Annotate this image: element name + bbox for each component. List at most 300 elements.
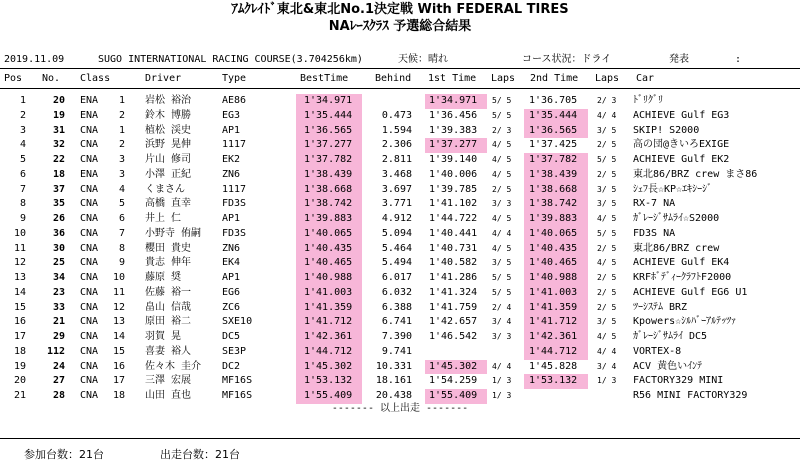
cell-best-time: 1'44.712 [296, 345, 362, 360]
cell-car-number: 31 [52, 124, 65, 136]
cell-car: ﾂｰｼｽﾃﾑ BRZ [633, 301, 688, 313]
header-rule-top [0, 68, 800, 69]
cell-car: RX-7 NA [633, 198, 676, 210]
cell-first-time: 1'41.286 [429, 272, 478, 283]
cell-behind: 3.771 [381, 198, 412, 210]
cell-car: FD3S NA [633, 227, 676, 239]
event-title: ｱﾑｸﾚｲﾄﾞ東北&東北No.1決定戦 With FEDERAL TIRES [231, 2, 569, 17]
cell-first-time: 1'40.441 [429, 227, 478, 239]
cell-driver: 岩松 裕治 [145, 95, 192, 106]
cell-car-number: 20 [52, 95, 65, 106]
header-class: Class [80, 73, 111, 84]
cell-car: ACV 黄色いｲﾝﾃ [633, 360, 703, 372]
cell-pos: 18 [13, 345, 26, 357]
cell-car: ｶﾞﾚｰｼﾞｻﾑﾗｲ☆S2000 [633, 213, 720, 224]
cell-driver: くまさん [145, 183, 185, 195]
cell-second-time: 1'37.425 [529, 139, 578, 151]
cell-first-time: 1'41.324 [429, 286, 478, 298]
cell-driver: 羽賀 晃 [145, 331, 182, 342]
cell-class: ENA [80, 109, 99, 121]
cell-class: CNA [80, 213, 99, 224]
cell-class-position: 5 [118, 198, 125, 210]
cell-driver: 小澤 正紀 [145, 168, 192, 180]
cell-type: AP1 [222, 272, 241, 283]
cell-first-time: 1'40.731 [429, 242, 478, 254]
cell-second-laps: 4/ 5 [597, 258, 617, 268]
cell-pos: 15 [13, 301, 26, 313]
table-row [0, 315, 800, 330]
cell-second-laps: 2/ 5 [597, 302, 617, 312]
cell-first-time: 1'46.542 [429, 331, 478, 342]
cell-driver: 櫻田 貴史 [145, 242, 192, 254]
cell-first-time: 1'45.302 [425, 360, 487, 375]
table-row [0, 138, 800, 153]
cell-car: ACHIEVE Gulf EK4 [633, 257, 730, 269]
header-behind: Behind [375, 73, 412, 84]
cell-second-laps: 3/ 5 [597, 184, 617, 194]
cell-car-number: 33 [52, 301, 65, 313]
cell-pos: 21 [13, 390, 26, 401]
cell-second-laps: 2/ 5 [597, 140, 617, 150]
cell-behind: 0.473 [381, 109, 412, 121]
cell-behind: 4.912 [381, 213, 412, 224]
entries-count: 参加台数：21台 [24, 448, 104, 461]
cell-class: ENA [80, 168, 99, 180]
cell-best-time: 1'53.132 [296, 374, 362, 389]
cell-driver: 井上 仁 [145, 213, 182, 224]
cell-best-time: 1'36.565 [296, 124, 362, 139]
cell-car-number: 32 [52, 139, 65, 151]
table-row [0, 374, 800, 389]
cell-car: ｶﾞﾚｰｼﾞｻﾑﾗｲ DC5 [633, 331, 708, 342]
cell-type: DC5 [222, 331, 241, 342]
cell-pos: 3 [19, 124, 26, 136]
cell-car-number: 24 [52, 360, 65, 372]
cell-car: R56 MINI FACTORY329 [633, 390, 748, 401]
table-row [0, 301, 800, 316]
table-row [0, 256, 800, 271]
cell-car: ACHIEVE Gulf EG6 U1 [633, 286, 748, 298]
cell-first-laps: 4/ 4 [492, 361, 512, 371]
cell-second-time: 1'41.712 [524, 315, 588, 330]
cell-car-number: 34 [52, 272, 65, 283]
cell-second-laps: 3/ 5 [597, 125, 617, 135]
weather: 天候：晴れ [398, 54, 448, 65]
header-no: No. [42, 73, 61, 84]
cell-second-laps: 2/ 5 [597, 287, 617, 297]
cell-car: ACHIEVE Gulf EG3 [633, 109, 730, 121]
cell-class: CNA [80, 272, 99, 283]
cell-driver: 植松 渓史 [145, 124, 192, 136]
cell-best-time: 1'39.883 [296, 212, 362, 227]
cell-second-laps: 4/ 4 [597, 110, 617, 120]
cell-class-position: 10 [113, 272, 126, 283]
table-row [0, 360, 800, 375]
cell-class: CNA [80, 316, 99, 328]
cell-behind: 2.811 [381, 154, 412, 165]
cell-class-position: 18 [113, 390, 126, 401]
header-laps-2: Laps [595, 73, 620, 84]
cell-class-position: 3 [118, 168, 125, 180]
results-table [0, 94, 800, 404]
cell-pos: 5 [19, 154, 26, 165]
cell-first-laps: 3/ 4 [492, 317, 512, 327]
cell-best-time: 1'40.988 [296, 271, 362, 286]
cell-type: DC2 [222, 360, 241, 372]
cell-car-number: 23 [52, 286, 65, 298]
cell-class: CNA [80, 390, 99, 401]
cell-behind: 6.032 [381, 286, 412, 298]
cell-best-time: 1'41.003 [296, 286, 362, 301]
cell-car-number: 28 [52, 390, 65, 401]
table-row [0, 183, 800, 198]
cell-car: SKIP! S2000 [633, 124, 700, 136]
cell-pos: 2 [19, 109, 26, 121]
cell-pos: 12 [13, 257, 26, 269]
cell-first-time: 1'54.259 [429, 375, 478, 387]
cell-first-time: 1'41.102 [429, 198, 478, 210]
cell-car-number: 27 [52, 375, 65, 387]
cell-first-time: 1'39.383 [429, 124, 478, 136]
table-row [0, 227, 800, 242]
cell-first-time: 1'41.759 [429, 301, 478, 313]
cell-best-time: 1'37.277 [296, 138, 362, 153]
cell-first-laps: 2/ 5 [492, 184, 512, 194]
cell-car-number: 35 [52, 198, 65, 210]
cell-type: ZC6 [222, 301, 241, 313]
cell-second-laps: 2/ 5 [597, 273, 617, 282]
cell-pos: 1 [19, 95, 26, 106]
cell-second-laps: 2/ 5 [597, 169, 617, 179]
cell-second-time: 1'41.359 [524, 301, 588, 316]
cell-first-laps: 5/ 5 [492, 96, 512, 105]
table-header [0, 72, 800, 86]
cell-driver: 浜野 晃伸 [145, 139, 192, 151]
cell-class-position: 1 [118, 95, 125, 106]
cell-driver: 三澤 宏展 [145, 375, 192, 387]
cell-behind: 6.741 [381, 316, 412, 328]
cell-type: MF16S [222, 390, 253, 401]
cell-behind: 1.594 [381, 124, 412, 136]
cell-class-position: 14 [113, 331, 126, 342]
table-row [0, 286, 800, 301]
cell-best-time: 1'55.409 [296, 389, 362, 404]
cell-type: SE3P [222, 345, 247, 357]
header-second-time: 2nd Time [530, 73, 579, 84]
cell-second-laps: 4/ 4 [597, 346, 617, 356]
cell-class: CNA [80, 227, 99, 239]
cell-car-number: 25 [52, 257, 65, 269]
cell-behind: 9.741 [381, 345, 412, 357]
cell-second-laps: 5/ 5 [597, 228, 617, 238]
cell-car-number: 29 [52, 331, 65, 342]
cell-second-time: 1'53.132 [524, 374, 588, 389]
cell-class-position: 11 [113, 286, 126, 298]
cell-second-time: 1'39.883 [524, 212, 588, 227]
cell-pos: 17 [13, 331, 26, 342]
cell-driver: 高橋 直幸 [145, 198, 192, 210]
info-line [0, 53, 800, 67]
cell-first-laps: 4/ 5 [492, 155, 512, 164]
cell-first-time: 1'39.785 [429, 183, 478, 195]
cell-pos: 20 [13, 375, 26, 387]
cell-type: AP1 [222, 124, 241, 136]
cell-pos: 8 [19, 198, 26, 210]
track-condition: コース状況：ドライ [522, 54, 612, 65]
cell-second-time: 1'38.742 [524, 197, 588, 212]
cell-class-position: 6 [118, 213, 125, 224]
starters-count: 出走台数：21台 [160, 448, 240, 461]
table-row [0, 271, 800, 286]
cell-class-position: 3 [118, 154, 125, 165]
cell-class-position: 12 [113, 301, 126, 313]
cell-best-time: 1'38.439 [296, 168, 362, 183]
cell-behind: 10.331 [375, 360, 412, 372]
cell-first-laps: 3/ 3 [492, 332, 512, 341]
cell-car: ACHIEVE Gulf EK2 [633, 154, 730, 165]
header-first-time: 1st Time [428, 73, 477, 84]
cell-driver: 畠山 信哉 [145, 301, 192, 313]
cell-type: ZN6 [222, 242, 241, 254]
cell-second-time: 1'40.988 [524, 271, 588, 286]
cell-first-laps: 3/ 3 [492, 199, 512, 209]
cell-type: 1117 [222, 139, 247, 151]
cell-type: EK2 [222, 154, 241, 165]
cell-best-time: 1'45.302 [296, 360, 362, 375]
cell-behind: 3.697 [381, 183, 412, 195]
cell-class: CNA [80, 286, 99, 298]
cell-second-laps: 2/ 3 [597, 96, 617, 105]
cell-pos: 19 [13, 360, 26, 372]
table-row [0, 109, 800, 124]
cell-pos: 4 [19, 139, 26, 151]
cell-first-time: 1'37.277 [425, 138, 487, 153]
cell-class: CNA [80, 375, 99, 387]
cell-first-laps: 4/ 4 [492, 228, 512, 238]
cell-pos: 9 [19, 213, 26, 224]
cell-first-time: 1'44.722 [429, 213, 478, 224]
cell-second-time: 1'40.435 [524, 242, 588, 257]
cell-car-number: 30 [52, 242, 65, 254]
cell-second-laps: 1/ 3 [597, 376, 617, 386]
cell-first-laps: 4/ 5 [492, 214, 512, 223]
cell-class: CNA [80, 257, 99, 269]
cell-second-time: 1'35.444 [524, 109, 588, 124]
cell-second-laps: 3/ 4 [597, 361, 617, 371]
end-note: ------- 以上出走 ------- [331, 403, 469, 414]
cell-class-position: 2 [118, 139, 125, 151]
cell-class: CNA [80, 139, 99, 151]
cell-best-time: 1'35.444 [296, 109, 362, 124]
cell-type: EK4 [222, 257, 241, 269]
cell-car-number: 37 [52, 183, 65, 195]
cell-class-position: 17 [113, 375, 126, 387]
cell-class-position: 13 [113, 316, 126, 328]
header-pos: Pos [4, 73, 23, 84]
cell-car: ｼｪﾌ長☆KP☆ｴｷｼｰｼﾞ [633, 183, 713, 195]
cell-car-number: 19 [52, 109, 65, 121]
cell-best-time: 1'42.361 [296, 330, 362, 345]
header-laps-1: Laps [491, 73, 516, 84]
cell-first-laps: 1/ 3 [492, 391, 512, 400]
cell-pos: 14 [13, 286, 26, 298]
table-row [0, 345, 800, 360]
cell-class: CNA [80, 301, 99, 313]
cell-second-time: 1'37.782 [524, 153, 588, 168]
cell-best-time: 1'34.971 [296, 94, 362, 109]
table-row [0, 330, 800, 345]
cell-type: AE86 [222, 95, 247, 106]
cell-first-time: 1'39.140 [429, 154, 478, 165]
cell-behind: 5.494 [381, 257, 412, 269]
cell-best-time: 1'37.782 [296, 153, 362, 168]
cell-first-time: 1'34.971 [425, 94, 487, 109]
cell-type: EG3 [222, 109, 241, 121]
cell-car-number: 22 [52, 154, 65, 165]
cell-first-laps: 4/ 5 [492, 243, 512, 253]
cell-class-position: 7 [118, 227, 125, 239]
table-row [0, 389, 800, 404]
cell-type: EG6 [222, 286, 241, 298]
cell-type: 1117 [222, 183, 247, 195]
course-name: SUGO INTERNATIONAL RACING COURSE(3.704256km) [98, 54, 363, 65]
cell-second-laps: 5/ 5 [597, 155, 617, 164]
cell-behind: 6.388 [381, 301, 412, 313]
cell-driver: 佐藤 裕一 [145, 286, 192, 298]
cell-pos: 11 [13, 242, 26, 254]
table-row [0, 153, 800, 168]
cell-driver: 片山 修司 [145, 154, 192, 165]
cell-first-time: 1'42.657 [429, 316, 478, 328]
summary-footer [0, 448, 800, 464]
session-title: NAﾚｰｽｸﾗｽ 予選総合結果 [328, 19, 472, 34]
cell-class: CNA [80, 360, 99, 372]
cell-pos: 16 [13, 316, 26, 328]
cell-type: FD3S [222, 227, 247, 239]
cell-class: CNA [80, 124, 99, 136]
cell-class: CNA [80, 154, 99, 165]
cell-best-time: 1'40.465 [296, 256, 362, 271]
cell-behind: 5.464 [381, 242, 412, 254]
header-car: Car [636, 73, 655, 84]
cell-best-time: 1'40.435 [296, 242, 362, 257]
cell-class: CNA [80, 242, 99, 254]
cell-best-time: 1'38.742 [296, 197, 362, 212]
cell-first-time: 1'40.006 [429, 168, 478, 180]
table-row [0, 197, 800, 212]
cell-behind: 5.094 [381, 227, 412, 239]
cell-second-laps: 3/ 5 [597, 199, 617, 209]
footer-rule [0, 438, 800, 439]
cell-best-time: 1'40.065 [296, 227, 362, 242]
cell-class: CNA [80, 198, 99, 210]
cell-driver: 藤原 奨 [145, 272, 182, 283]
cell-second-laps: 3/ 5 [597, 317, 617, 327]
cell-car: VORTEX-8 [633, 345, 682, 357]
cell-driver: 小野寺 侑嗣 [145, 227, 202, 239]
cell-car: 高の団@きいろEXIGE [633, 139, 730, 151]
table-row [0, 94, 800, 109]
cell-behind: 6.017 [381, 272, 412, 283]
cell-first-laps: 5/ 5 [492, 287, 512, 297]
cell-second-time: 1'44.712 [524, 345, 588, 360]
cell-first-laps: 4/ 5 [492, 140, 512, 150]
table-row [0, 124, 800, 139]
cell-class-position: 9 [118, 257, 125, 269]
cell-type: FD3S [222, 198, 247, 210]
cell-car: 東北86/BRZ crew まさ86 [633, 168, 758, 180]
cell-car: FACTORY329 MINI [633, 375, 724, 387]
table-row [0, 168, 800, 183]
cell-behind: 2.306 [381, 139, 412, 151]
header-rule-bottom [0, 88, 800, 89]
cell-type: AP1 [222, 213, 241, 224]
cell-first-laps: 4/ 5 [492, 169, 512, 179]
cell-class: CNA [80, 345, 99, 357]
cell-driver: 貴志 伸年 [145, 257, 192, 269]
header-type: Type [222, 73, 247, 84]
cell-type: MF16S [222, 375, 253, 387]
cell-second-time: 1'36.705 [529, 95, 578, 106]
cell-class-position: 16 [113, 360, 126, 372]
cell-first-laps: 5/ 5 [492, 273, 512, 282]
cell-class-position: 4 [118, 183, 125, 195]
cell-type: ZN6 [222, 168, 241, 180]
cell-first-time: 1'55.409 [425, 389, 487, 404]
cell-first-laps: 3/ 5 [492, 258, 512, 268]
cell-behind: 20.438 [375, 390, 412, 401]
cell-type: SXE10 [222, 316, 253, 328]
cell-first-time: 1'40.582 [429, 257, 478, 269]
cell-car: KRFﾎﾞﾃﾞｨｰｸﾗﾌﾄF2000 [633, 272, 732, 283]
cell-pos: 7 [19, 183, 26, 195]
cell-second-time: 1'41.003 [524, 286, 588, 301]
cell-best-time: 1'41.359 [296, 301, 362, 316]
cell-second-time: 1'40.465 [524, 256, 588, 271]
announce-label: 発表 [669, 54, 689, 65]
cell-car: 東北86/BRZ crew [633, 242, 720, 254]
cell-pos: 10 [13, 227, 26, 239]
cell-class-position: 1 [118, 124, 125, 136]
cell-class: ENA [80, 95, 99, 106]
cell-first-laps: 5/ 5 [492, 110, 512, 120]
cell-behind: 7.390 [381, 331, 412, 342]
cell-driver: 喜妻 裕人 [145, 345, 192, 357]
table-row [0, 242, 800, 257]
cell-second-time: 1'40.065 [524, 227, 588, 242]
cell-car-number: 36 [52, 227, 65, 239]
cell-second-laps: 4/ 5 [597, 214, 617, 223]
cell-first-laps: 1/ 3 [492, 376, 512, 386]
cell-driver: 鈴木 博勝 [145, 109, 192, 121]
cell-car-number: 26 [52, 213, 65, 224]
cell-pos: 13 [13, 272, 26, 283]
cell-car-number: 21 [52, 316, 65, 328]
cell-second-laps: 4/ 5 [597, 332, 617, 341]
cell-second-time: 1'42.361 [524, 330, 588, 345]
cell-car-number: 18 [52, 168, 65, 180]
cell-behind: 18.161 [375, 375, 412, 387]
announce-time: : [735, 54, 742, 65]
cell-car-number: 112 [46, 345, 65, 357]
cell-second-laps: 2/ 5 [597, 243, 617, 253]
table-row [0, 212, 800, 227]
cell-class-position: 15 [113, 345, 126, 357]
cell-class-position: 8 [118, 242, 125, 254]
cell-second-time: 1'38.668 [524, 183, 588, 198]
cell-first-laps: 2/ 4 [492, 302, 512, 312]
cell-second-time: 1'36.565 [524, 124, 588, 139]
